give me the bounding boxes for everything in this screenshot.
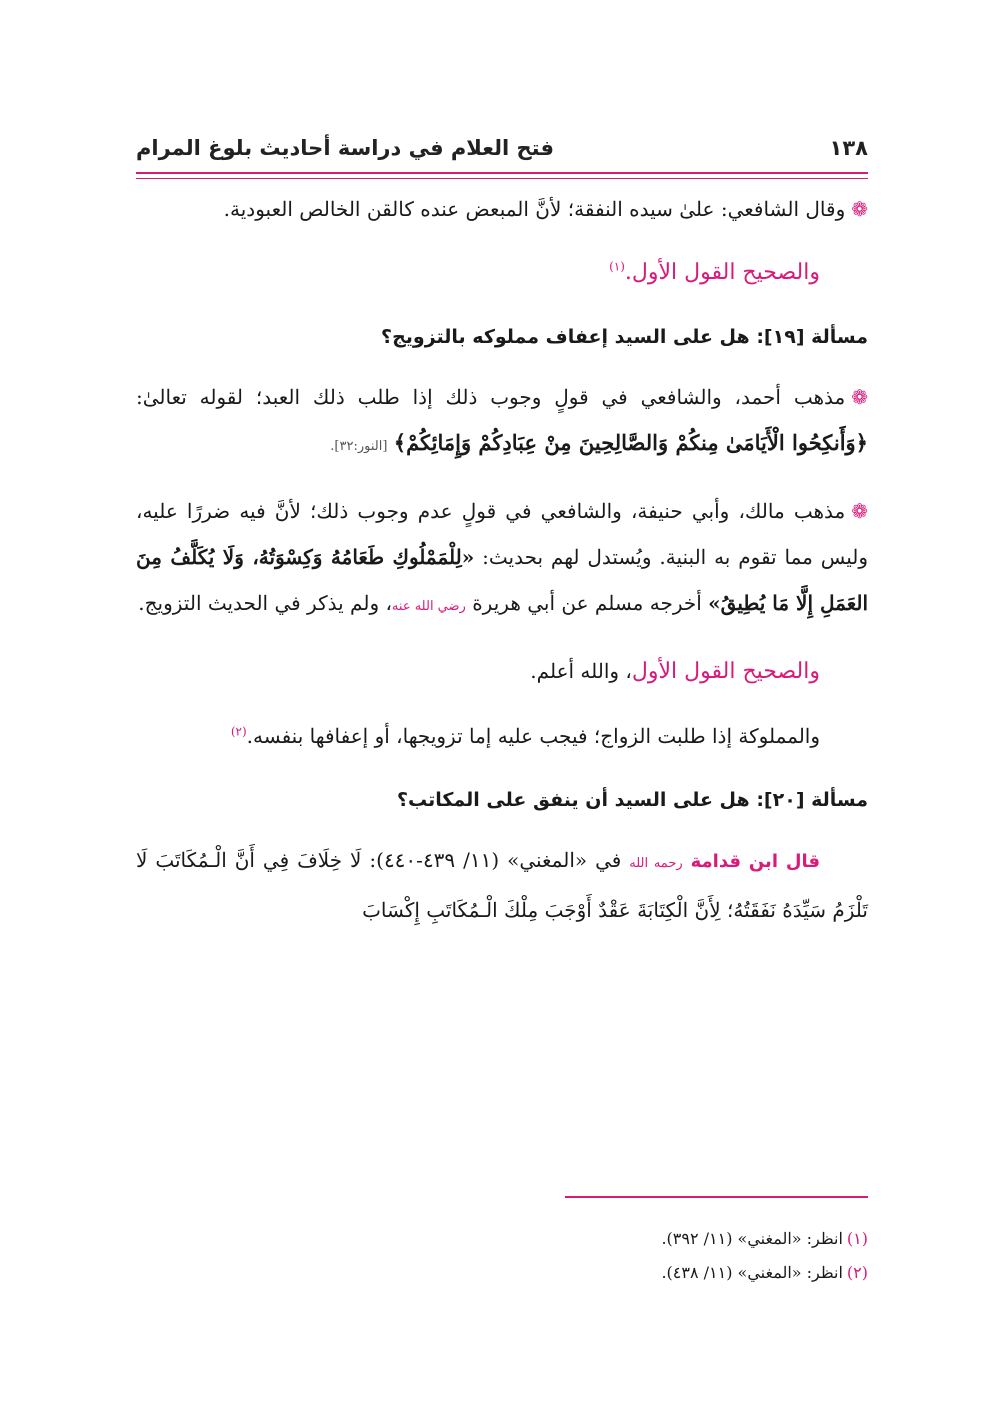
flower-icon: ❁	[851, 385, 868, 409]
running-header	[136, 128, 868, 168]
author-name: قال ابن قدامة	[690, 851, 821, 872]
page-number: ١٣٨	[829, 136, 868, 160]
footnote-ref-1[interactable]: (١)	[609, 259, 625, 274]
question-19-text: هل على السيد إعفاف مملوكه بالتزويج؟	[381, 326, 750, 348]
book-title: فتح العلام في دراسة أحاديث بلوغ المرام	[136, 136, 554, 160]
footnotes	[136, 1222, 868, 1290]
verse-reference: [النور:٣٢].	[330, 439, 388, 454]
hadith-text: «لِلْمَمْلُوكِ طَعَامُهُ وَكِسْوَتُهُ، وَلَا يُكَلَّفُ مِنَ العَمَلِ إِلَّا مَا يُطِيقُ»	[136, 545, 868, 615]
verdict-1-text: والصحيح القول الأول.	[624, 260, 820, 285]
page-body	[136, 186, 868, 951]
question-20-label: مسألة [٢٠]:	[756, 789, 868, 811]
paragraph-2: ❁مذهب أحمد، والشافعي في قولٍ وجوب ذلك إذا طلب ذلك العبد؛ لقوله تعالىٰ: ﴿وَأَنكِحُوا الْأَيَامَىٰ مِنكُمْ وَالصَّالِحِينَ مِنْ عِبَادِكُمْ وَإِمَائِكُمْ﴾ [النور:٣٢].	[136, 385, 868, 455]
paragraph-4: والمملوكة إذا طلبت الزواج؛ فيجب عليه إما تزويجها، أو إعفافها بنفسه.$^{(٢)}$	[230, 724, 820, 748]
header-rule-thick	[136, 172, 868, 174]
honorific-glyph: رحمه الله	[629, 856, 683, 871]
verdict-2-text: والصحيح القول الأول	[631, 659, 820, 684]
question-19	[136, 314, 868, 360]
verdict-2: والصحيح القول الأول، والله أعلم.	[530, 659, 820, 684]
question-20-text: هل على السيد أن ينفق على المكاتب؟	[396, 789, 750, 811]
question-20	[136, 777, 868, 823]
footnote-rule	[565, 1196, 868, 1198]
verdict-1	[136, 250, 820, 296]
footnote-2: (٢)انظر: «المغني» (١١/ ٤٣٨).	[661, 1263, 868, 1282]
footnote-ref-2[interactable]: (٢)	[230, 724, 247, 739]
quran-verse: ﴿وَأَنكِحُوا الْأَيَامَىٰ مِنكُمْ وَالصَّالِحِينَ مِنْ عِبَادِكُمْ وَإِمَائِكُمْ﴾	[393, 430, 868, 455]
honorific-glyph: رضي الله عنه	[391, 599, 466, 614]
flower-icon: ❁	[851, 499, 868, 523]
paragraph-5: قال ابن قدامة رحمه الله في «المغني» (١١/ ٤٣٩-٤٤٠): لَا خِلَافَ فِي أَنَّ الْـمُكَاتَبَ لَا تَلْزَمُ سَيِّدَهُ نَفَقَتُهُ؛ لِأَنَّ الْكِتَابَةَ عَقْدٌ أَوْجَبَ مِلْكَ الْـمُكَاتَبِ إِكْسَابَ	[136, 848, 868, 922]
header-rule-thin	[136, 178, 868, 179]
paragraph-1: ❁وقال الشافعي: علىٰ سيده النفقة؛ لأنَّ المبعض عنده كالقن الخالص العبودية.	[223, 197, 868, 221]
question-19-label: مسألة [١٩]:	[756, 326, 868, 348]
paragraph-3: ❁مذهب مالك، وأبي حنيفة، والشافعي في قولٍ عدم وجوب ذلك؛ لأنَّ فيه ضررًا عليه، وليس مما تقوم به البنية. ويُستدل لهم بحديث: «لِلْمَمْلُوكِ طَعَامُهُ وَكِسْوَتُهُ، وَلَا يُكَلَّفُ مِنَ العَمَلِ إِلَّا مَا يُطِيقُ» أخرجه مسلم عن أبي هريرة رضي الله عنه، ولم يذكر في الحديث التزويج.	[136, 499, 869, 615]
flower-icon: ❁	[851, 197, 868, 221]
footnote-1: (١)انظر: «المغني» (١١/ ٣٩٢).	[661, 1229, 868, 1248]
